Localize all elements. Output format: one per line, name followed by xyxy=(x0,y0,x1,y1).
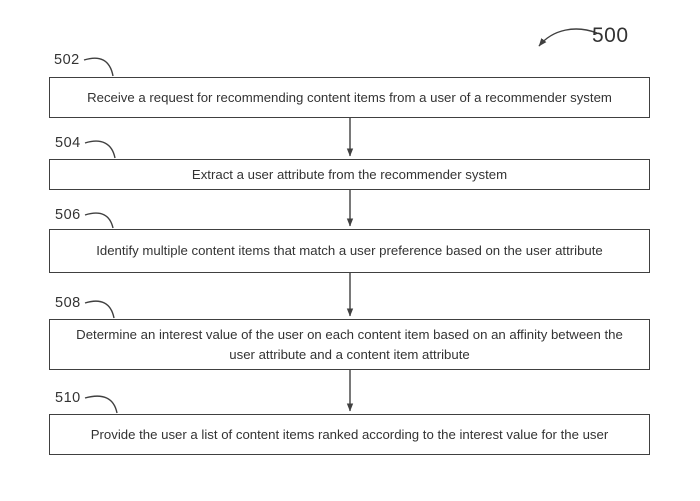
figure-number-pointer-arrow xyxy=(539,29,597,46)
leader-line-506 xyxy=(85,213,113,228)
step-text-508: Determine an interest value of the user on each content item based on an affinity between the user attribute and a content item attribute xyxy=(76,327,623,362)
leader-line-510 xyxy=(85,396,117,413)
step-box-510 xyxy=(49,414,650,455)
step-box-508 xyxy=(49,319,650,370)
step-label-502: 502 xyxy=(54,52,80,68)
step-box-506 xyxy=(49,229,650,273)
leader-line-504 xyxy=(85,141,115,158)
leader-line-502 xyxy=(84,58,113,76)
step-label-506: 506 xyxy=(55,207,81,223)
step-text-504: Extract a user attribute from the recommender system xyxy=(191,166,508,182)
step-label-504: 504 xyxy=(55,135,81,151)
step-box-502 xyxy=(49,77,650,118)
step-text-506: Identify multiple content items that match a user preference based on the user attribute xyxy=(96,243,603,259)
figure-number: 500 xyxy=(592,24,629,47)
leader-line-508 xyxy=(85,301,114,318)
step-text-502: Receive a request for recommending content items from a user of a recommender system xyxy=(87,89,612,105)
step-label-510: 510 xyxy=(55,390,81,406)
step-box-504 xyxy=(49,159,650,190)
step-label-508: 508 xyxy=(55,295,81,311)
step-text-510: Provide the user a list of content items ranked according to the interest value for the user xyxy=(90,426,609,442)
